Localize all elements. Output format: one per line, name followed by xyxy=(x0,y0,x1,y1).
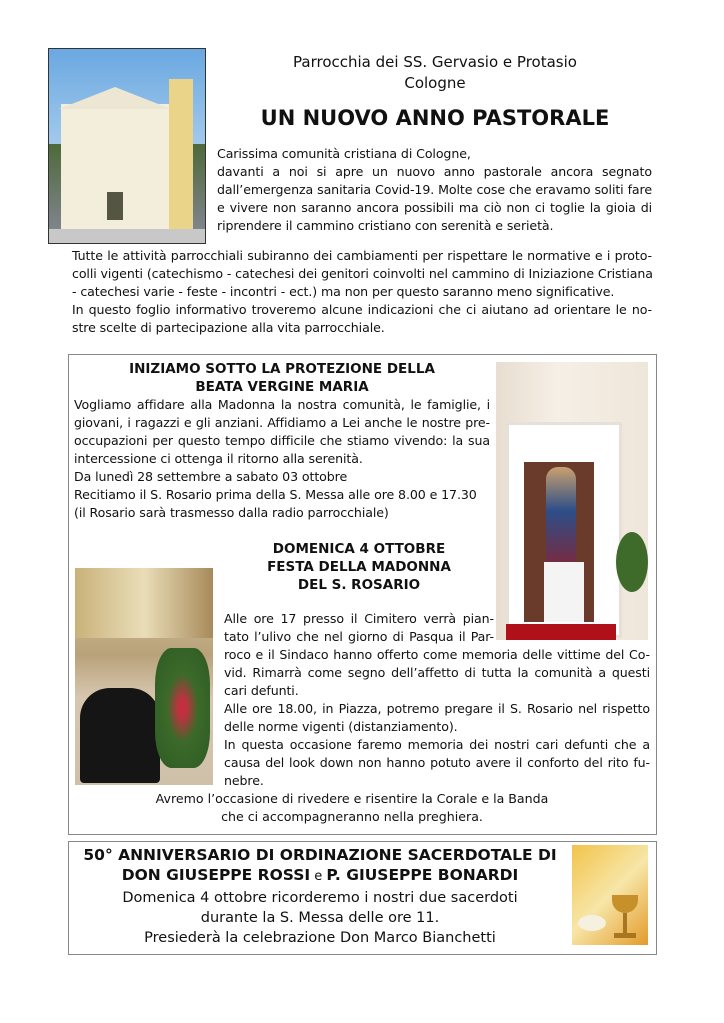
page-title: UN NUOVO ANNO PASTORALE xyxy=(260,106,610,130)
text-line: nebre. xyxy=(224,773,264,788)
text-line: intercessione ci ottenga il ritorno alla serenità. xyxy=(74,451,363,466)
text-line: colli vigenti (catechismo - catechesi dei genitori coinvolti nel cammino di Iniziazione Cristiana xyxy=(72,266,653,281)
text-line: Carissima comunità cristiana di Cologne, xyxy=(217,146,471,161)
text-line: giovani, i ragazzi e gli anziani. Affidiamo a Lei anche le nostre pre- xyxy=(74,415,490,430)
section2-title-line1: DOMENICA 4 OTTOBRE xyxy=(272,541,446,557)
text-line: cari defunti. xyxy=(224,683,299,698)
text-line: causa del look down non hanno potuto avere il conforto del rito fu- xyxy=(224,755,650,770)
section2-body xyxy=(224,646,650,790)
town-name: Cologne xyxy=(404,74,466,92)
priest-name-2: P. GIUSEPPE BONARDI xyxy=(326,866,519,884)
text-line: delle norme vigenti (distanziamento). xyxy=(224,719,458,734)
text-line: Recitiamo il S. Rosario prima della S. Messa alle ore 8.00 e 17.30 xyxy=(74,487,477,502)
chalice-photo xyxy=(572,845,648,945)
text-line: occupazioni per questo tempo difficile che stiamo vivendo: la sua xyxy=(74,433,490,448)
anniversary-title: 50° ANNIVERSARIO DI ORDINAZIONE SACERDOTALE DI xyxy=(83,846,557,864)
text-line: Da lunedì 28 settembre a sabato 03 ottobre xyxy=(74,469,348,484)
priest-name-1: DON GIUSEPPE ROSSI xyxy=(121,866,311,884)
text-line: Alle ore 17 presso il Cimitero verrà pian- xyxy=(224,611,494,626)
section2-title-line2: FESTA DELLA MADONNA xyxy=(267,559,451,575)
text-line: dall’emergenza sanitaria Covid-19. Molte cose che eravamo soliti fare xyxy=(217,182,652,197)
text-line: stre scelte di partecipazione alla vita parrocchiale. xyxy=(72,320,385,335)
text-line: davanti a noi si apre un nuovo anno pastorale ancora segnato xyxy=(217,164,652,179)
intro2-paragraphs xyxy=(72,247,652,337)
intro-paragraphs xyxy=(217,145,652,235)
closing-line2: che ci accompagneranno nella preghiera. xyxy=(221,809,483,824)
text-line: riprendere il cammino cristiano con serenità e serietà. xyxy=(217,218,554,233)
text-line: e vivere non saranno ancora possibili ma ciò non ci toglie la gioia di xyxy=(217,200,652,215)
madonna-statue-photo xyxy=(496,362,648,640)
section1-title-line2: BEATA VERGINE MARIA xyxy=(195,379,369,395)
text-line: - catechesi varie - feste - incontri - ect.) ma non per questo saranno meno significative. xyxy=(72,284,615,299)
anniversary-line3: Presiederà la celebrazione Don Marco Bianchetti xyxy=(144,930,496,946)
section1-title-line1: INIZIAMO SOTTO LA PROTEZIONE DELLA xyxy=(129,361,435,377)
section2-intro-lines xyxy=(224,610,494,646)
text-line: (il Rosario sarà trasmesso dalla radio parrocchiale) xyxy=(74,505,389,520)
section1-body xyxy=(74,396,490,522)
closing-line1: Avremo l’occasione di rivedere e risentire la Corale e la Banda xyxy=(155,791,549,806)
text-line: tato l’ulivo che nel giorno di Pasqua il Par- xyxy=(224,629,494,644)
text-line: Tutte le attività parrocchiali subiranno dei cambiamenti per rispettare le normative e i proto- xyxy=(72,248,652,263)
text-line: Vogliamo affidare alla Madonna la nostra comunità, le famiglie, i xyxy=(74,397,490,412)
parish-name: Parrocchia dei SS. Gervasio e Protasio xyxy=(293,53,577,71)
text-line: roco e il Sindaco hanno offerto come memoria delle vittime del Co- xyxy=(224,647,650,662)
text-line: In questa occasione faremo memoria dei nostri cari defunti che a xyxy=(224,737,650,752)
text-line: In questo foglio informativo troveremo alcune indicazioni che ci aiutano ad orientare le no- xyxy=(72,302,652,317)
text-line: vid. Rimarrà come segno dell’affetto di tutta la comunità a questi xyxy=(224,665,650,680)
anniversary-line2: durante la S. Messa delle ore 11. xyxy=(200,910,440,926)
altar-photo xyxy=(75,568,213,785)
church-photo xyxy=(48,48,206,244)
anniversary-line1: Domenica 4 ottobre ricorderemo i nostri due sacerdoti xyxy=(122,890,518,906)
conjunction: e xyxy=(310,869,327,884)
section2-title-line3: DEL S. ROSARIO xyxy=(297,577,421,593)
text-line: Alle ore 18.00, in Piazza, potremo pregare il S. Rosario nel rispetto xyxy=(224,701,650,716)
